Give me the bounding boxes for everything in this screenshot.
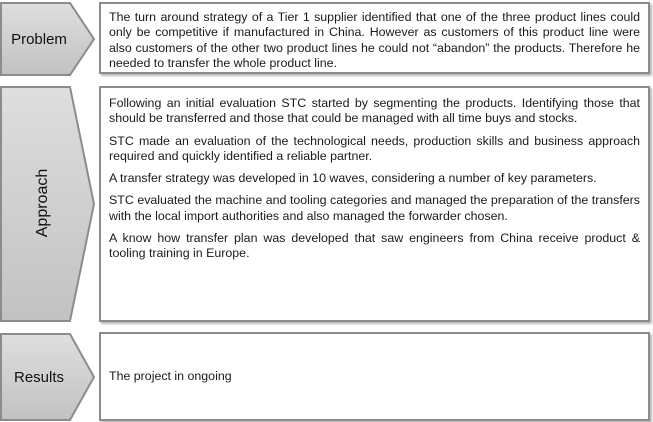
approach-paragraph: A transfer strategy was developed in 10 waves, considering a number of key parameters. bbox=[109, 171, 597, 186]
problem-text: The turn around strategy of a Tier 1 supplier identified that one of the three product lines could only be competitive if manufactured in China. However as customers of this product line were also customers of the other two product lines he could not “abandon” the products. Therefore he needed to transfer the whole product line. bbox=[109, 10, 640, 70]
approach-box bbox=[99, 86, 650, 322]
problem-label: Problem bbox=[11, 30, 67, 48]
approach-paragraph: STC made an evaluation of the technological needs, production skills and business approach required and quickly identified a reliable partner. bbox=[109, 133, 640, 163]
approach-chevron bbox=[0, 86, 96, 322]
results-chevron bbox=[0, 333, 96, 421]
approach-paragraph: A know how transfer plan was developed that saw engineers from China receive product & tooling training in Europe. bbox=[109, 231, 640, 261]
results-text: The project in ongoing bbox=[109, 368, 232, 383]
approach-paragraph: Following an initial evaluation STC started by segmenting the products. Identifying those that should be transferred and those that could be managed with all time buys and stocks. bbox=[109, 96, 640, 126]
results-label: Results bbox=[13, 368, 65, 386]
approach-label: Approach bbox=[34, 168, 51, 238]
problem-chevron bbox=[0, 2, 96, 76]
problem-box bbox=[99, 2, 650, 74]
results-box bbox=[99, 332, 650, 421]
approach-paragraph: STC evaluated the machine and tooling categories and managed the preparation of the transfers with the local import authorities and also managed the forwarder chosen. bbox=[109, 193, 640, 223]
